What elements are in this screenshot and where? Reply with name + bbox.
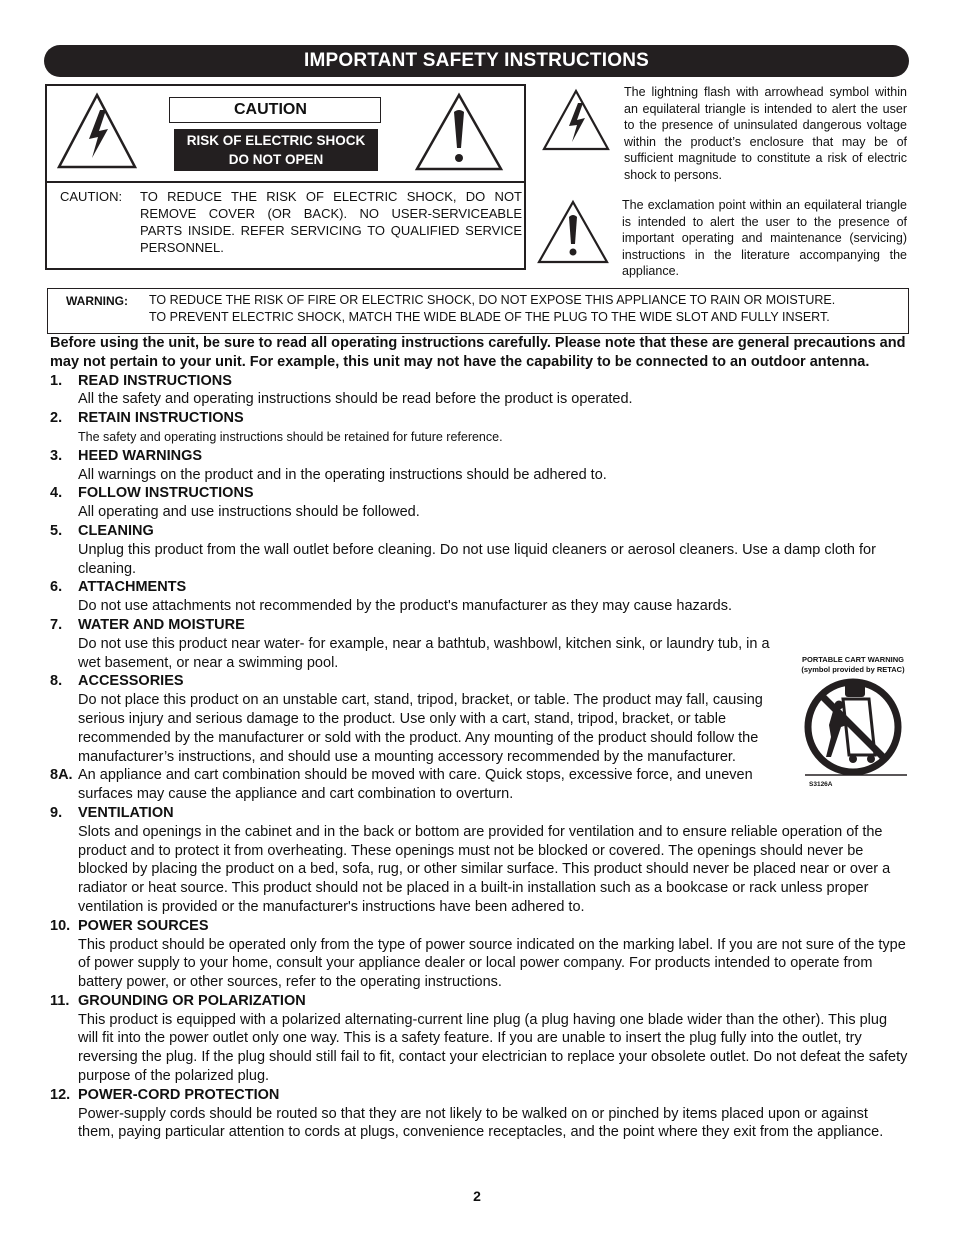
list-item	[50, 992, 908, 1086]
lightning-explanation: The lightning flash with arrowhead symbol within an equilateral triangle is intended to alert the user to the presence of uninsulated dangerous voltage within the product’s enclosure that may be of sufficient magnitude to constitute a risk of electric shock to persons.	[624, 85, 907, 182]
item-number: 6.	[50, 579, 63, 596]
exclamation-warning-icon	[414, 92, 504, 172]
item-number: 3.	[50, 447, 63, 464]
item-body: Do not use attachments not recommended by the product's manufacturer as they may cause hazards.	[78, 598, 733, 615]
item-number: 12.	[50, 1086, 71, 1103]
list-item	[50, 409, 908, 447]
item-heading: WATER AND MOISTURE	[78, 616, 245, 633]
exclamation-warning-icon	[536, 199, 610, 265]
item-heading: HEED WARNINGS	[78, 447, 203, 464]
list-item	[50, 522, 908, 578]
warning-line-2: TO PREVENT ELECTRIC SHOCK, MATCH THE WIDE BLADE OF THE PLUG TO THE WIDE SLOT AND FULLY INSERT.	[149, 309, 830, 324]
list-item	[50, 372, 908, 410]
item-body: The safety and operating instructions should be retained for future reference.	[78, 429, 503, 444]
warning-line-1: TO REDUCE THE RISK OF FIRE OR ELECTRIC SHOCK, DO NOT EXPOSE THIS APPLIANCE TO RAIN OR MOISTURE.	[149, 293, 836, 307]
caution-body: TO REDUCE THE RISK OF ELECTRIC SHOCK, DO NOT REMOVE COVER (OR BACK). NO USER-SERVICEABLE PARTS INSIDE. REFER SERVICING TO QUALIFIED SERVICE PERSONNEL.	[140, 189, 522, 255]
list-item	[50, 616, 908, 672]
page-title: IMPORTANT SAFETY INSTRUCTIONS	[44, 45, 909, 77]
portable-cart-warning	[797, 655, 909, 795]
item-body: An appliance and cart combination should be moved with care. Quick stops, excessive force, and uneven surfaces may cause the appliance and cart combination to overturn.	[78, 767, 753, 803]
page-number: 2	[473, 1188, 481, 1204]
item-body: This product is equipped with a polarized alternating-current line plug (a plug having one blade wider than the other). This plug will fit into the power outlet only one way. This is a safety feature. If you are unable to insert the plug fully into the outlet, try reversing the plug. If the plug should still fail to fit, contact your electrician to replace your obsolete outlet. Do not defeat the safety purpose of the polarized plug.	[78, 1011, 908, 1085]
item-number: 1.	[50, 372, 63, 389]
item-number: 2.	[50, 410, 63, 427]
item-number: 5.	[50, 522, 63, 539]
item-heading: CLEANING	[78, 522, 154, 539]
instructions-list	[50, 334, 908, 1142]
list-item	[50, 1086, 908, 1142]
shock-line-1: RISK OF ELECTRIC SHOCK	[186, 133, 366, 148]
list-item	[50, 766, 908, 804]
item-heading: ACCESSORIES	[78, 673, 184, 690]
caution-text	[60, 188, 522, 256]
caution-divider	[47, 181, 524, 183]
portable-cart-warning-icon	[803, 677, 907, 781]
item-heading: POWER SOURCES	[78, 917, 209, 934]
exclamation-explanation: The exclamation point within an equilateral triangle is intended to alert the user to the presence of important operating and maintenance (servicing) instructions in the literature accompanying the appliance.	[622, 198, 907, 278]
intro-text: Before using the unit, be sure to read all operating instructions carefully. Please note that these are general precautions and may not pertain to your unit. For example, this unit may not have the capability to be connected to an outdoor antenna.	[50, 335, 906, 370]
caution-prefix: CAUTION:	[60, 189, 123, 204]
lightning-warning-icon	[56, 92, 138, 170]
list-item	[50, 578, 908, 616]
item-heading: RETAIN INSTRUCTIONS	[78, 410, 244, 427]
shock-line-2: DO NOT OPEN	[228, 152, 324, 167]
item-number: 9.	[50, 804, 63, 821]
caution-label: CAUTION	[169, 97, 381, 123]
warning-text	[149, 292, 909, 325]
cart-warning-code: S3126A	[809, 781, 833, 788]
item-body: Slots and openings in the cabinet and in the back or bottom are provided for ventilation and to ensure reliable operation of the product and to protect it from overheating. These openings must not be blocked or covered. The openings should never be blocked by placing the product on a bed, sofa, rug, or other similar surface. This product should never be placed near or over a radiator or heat source. This product should not be placed in a built-in installation such as a bookcase or rack unless proper ventilation is provided or the manufacturer's instructions have been adhered to.	[78, 823, 891, 915]
list-item	[50, 917, 908, 992]
item-body: Power-supply cords should be routed so that they are not likely to be walked on or pinched by items placed upon or against them, paying particular attention to cords at plugs, convenience receptacles, and the point where they exit from the appliance.	[78, 1105, 884, 1141]
item-body: This product should be operated only from the type of power source indicated on the marking label. If you are not sure of the type of power supply to your home, consult your appliance dealer or local power company. For products intended to operate from battery power, or other sources, refer to the operating instructions.	[78, 936, 906, 991]
item-number: 10.	[50, 917, 71, 934]
cart-warning-subtitle: (symbol provided by RETAC)	[801, 665, 905, 674]
item-heading: READ INSTRUCTIONS	[78, 372, 232, 389]
item-heading: VENTILATION	[78, 804, 174, 821]
item-heading: POWER-CORD PROTECTION	[78, 1086, 280, 1103]
item-number: 8.	[50, 673, 63, 690]
item-heading: ATTACHMENTS	[78, 579, 187, 596]
list-item	[50, 484, 908, 522]
item-number: 4.	[50, 485, 63, 502]
item-number: 8A.	[50, 767, 73, 784]
item-heading: GROUNDING OR POLARIZATION	[78, 992, 306, 1009]
shock-warning-label	[174, 129, 378, 171]
list-item	[50, 804, 908, 917]
list-item	[50, 672, 908, 766]
item-body: Unplug this product from the wall outlet before cleaning. Do not use liquid cleaners or aerosol cleaners. Use a damp cloth for cleaning.	[78, 541, 876, 577]
item-number: 7.	[50, 616, 63, 633]
item-body: All the safety and operating instructions should be read before the product is operated.	[78, 391, 633, 408]
caution-panel	[45, 84, 526, 270]
warning-label: WARNING:	[66, 294, 128, 308]
item-number: 11.	[50, 992, 70, 1009]
cart-warning-title: PORTABLE CART WARNING	[802, 655, 904, 664]
warning-box	[47, 288, 909, 334]
item-body: All warnings on the product and in the operating instructions should be adhered to.	[78, 466, 607, 483]
item-body: Do not use this product near water- for example, near a bathtub, washbowl, kitchen sink, or laundry tub, in a wet basement, or near a swimming pool.	[78, 635, 770, 671]
item-body: Do not place this product on an unstable cart, stand, tripod, bracket, or table. The product may fall, causing serious injury and serious damage to the product. Use only with a cart, stand, tripod, bracket, or table recommended by the manufacturer or sold with the product. Any mounting of the product should follow the manufacturer’s instructions, and should use a mounting accessory recommended by the manufacturer.	[78, 692, 763, 765]
item-heading: FOLLOW INSTRUCTIONS	[78, 485, 254, 502]
item-body: All operating and use instructions should be followed.	[78, 504, 420, 521]
list-item	[50, 447, 908, 485]
lightning-warning-icon	[541, 88, 611, 152]
